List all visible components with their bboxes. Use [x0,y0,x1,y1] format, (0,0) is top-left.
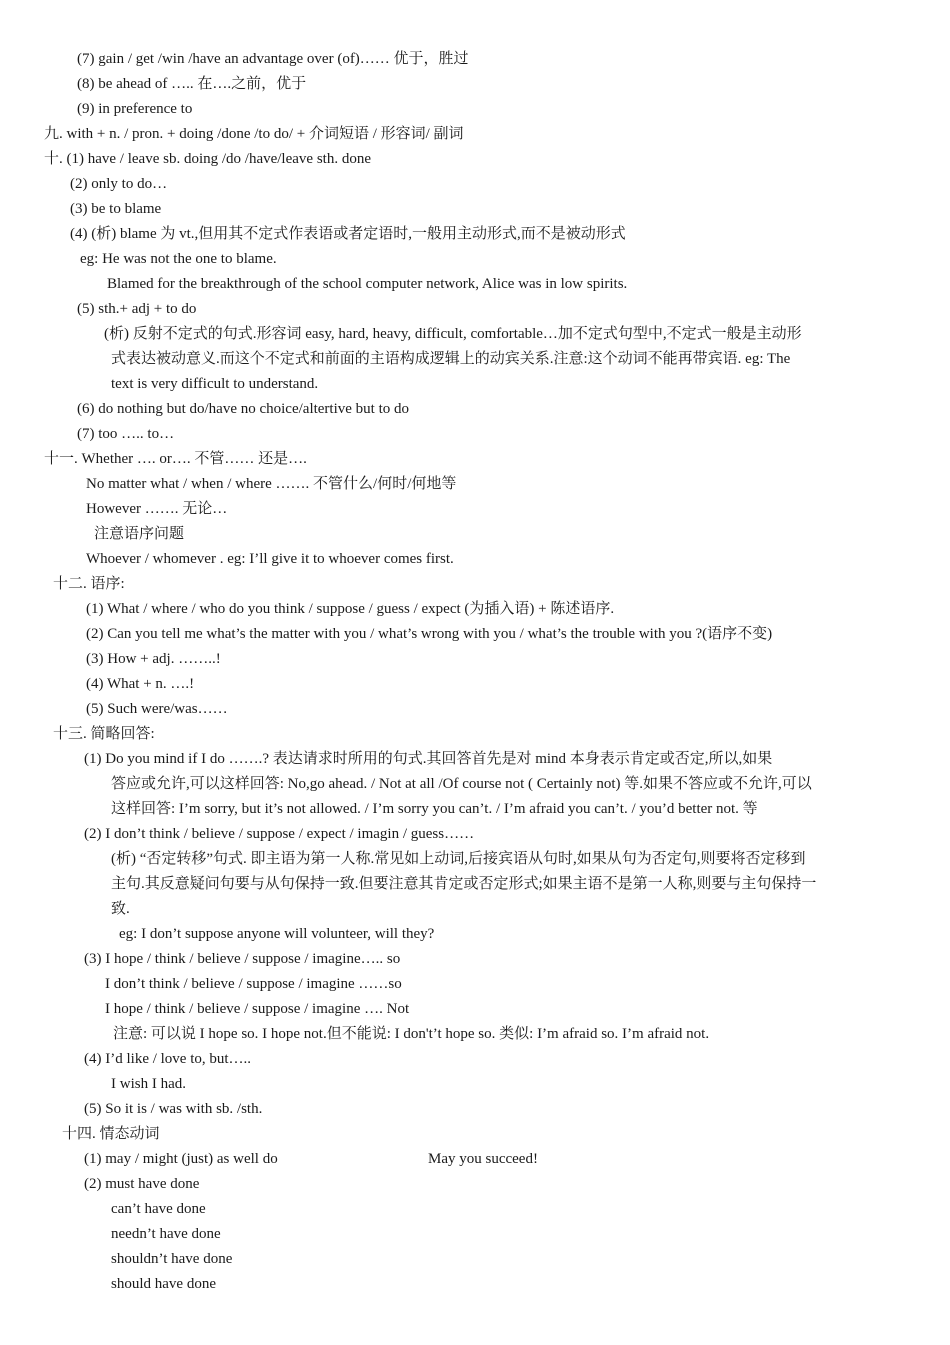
section-heading: 十三. 简略回答: [53,726,155,742]
text-line: 致. [111,901,130,917]
section-heading: 十二. 语序: [53,576,125,592]
section-heading: 十四. 情态动词 [62,1126,160,1142]
text-line: (3) be to blame [70,201,162,217]
text-line: Whoever / whomever . eg: I’ll give it to whoever comes first. [86,551,454,567]
text-line: (2) Can you tell me what’s the matter with you / what’s wrong with you / what’s the trouble with you ?(语序不变) [86,626,773,642]
text-line: (7) gain / get /win /have an advantage over (of)…… 优于，胜过 [77,51,469,67]
section-heading: 十一. Whether …. or…. 不管…… 还是…. [44,451,307,467]
text-line: 式表达被动意义.而这个不定式和前面的主语构成逻辑上的动宾关系.注意:这个动词不能再带宾语. eg: The [111,351,791,367]
text-line: (6) do nothing but do/have no choice/altertive but to do [77,401,410,417]
text-line: I don’t think / believe / suppose / imagine ……so [105,976,402,992]
example-line: May you succeed! [428,1151,538,1167]
text-line: (8) be ahead of ….. 在….之前，优于 [77,76,307,92]
text-line: (9) in preference to [77,101,193,117]
text-line: (1) may / might (just) as well do [84,1151,278,1167]
text-line: I wish I had. [111,1076,186,1092]
text-line: 主句.其反意疑问句要与从句保持一致.但要注意其肯定或否定形式;如果主语不是第一人称,则要与主句保持一 [111,876,817,892]
text-line: shouldn’t have done [111,1251,233,1267]
text-line: (2) must have done [84,1176,200,1192]
text-line: 答应或允许,可以这样回答: No,go ahead. / Not at all /Of course not ( Certainly not) 等.如果不答应或不允许,可以 [111,776,812,792]
text-line: can’t have done [111,1201,206,1217]
text-line: (2) only to do… [70,176,168,192]
section-heading: 九. with + n. / pron. + doing /done /to do/ + 介词短语 / 形容词/ 副词 [44,126,464,142]
text-line: should have done [111,1276,216,1292]
example-line: Blamed for the breakthrough of the school computer network, Alice was in low spirits. [107,276,628,292]
note-line: 注意语序问题 [94,526,185,542]
note-line: 注意: 可以说 I hope so. I hope not.但不能说: I don't’t hope so. 类似: I’m afraid so. I’m afraid not. [113,1026,710,1042]
text-line: text is very difficult to understand. [111,376,319,392]
example-line: eg: I don’t suppose anyone will volunteer, will they? [119,926,435,942]
text-line: (析) 反射不定式的句式.形容词 easy, hard, heavy, difficult, comfortable…加不定式句型中,不定式一般是主动形 [104,326,802,342]
text-line: However ……. 无论… [86,501,228,517]
text-line: (4) (析) blame 为 vt.,但用其不定式作表语或者定语时,一般用主动形式,而不是被动形式 [70,226,626,242]
text-line: (2) I don’t think / believe / suppose / expect / imagin / guess…… [84,826,475,842]
text-line: (7) too ….. to… [77,426,175,442]
text-line: (1) What / where / who do you think / suppose / guess / expect (为插入语) + 陈述语序. [86,601,615,617]
text-line: I hope / think / believe / suppose / imagine …. Not [105,1001,410,1017]
text-line: (1) Do you mind if I do …….? 表达请求时所用的句式.其回答首先是对 mind 本身表示肯定或否定,所以,如果 [84,751,773,767]
text-line: (4) What + n. ….! [86,676,195,692]
text-line: needn’t have done [111,1226,221,1242]
text-line: (5) Such were/was…… [86,701,228,717]
text-line: 这样回答: I’m sorry, but it’s not allowed. / I’m sorry you can’t. / I’m afraid you can’t. / you’d better not. 等 [111,801,758,817]
text-line: (4) I’d like / love to, but….. [84,1051,252,1067]
text-line: No matter what / when / where ……. 不管什么/何时/何地等 [86,476,457,492]
text-line: (3) I hope / think / believe / suppose / imagine….. so [84,951,401,967]
text-line: (5) So it is / was with sb. /sth. [84,1101,263,1117]
text-line: (3) How + adj. ……..! [86,651,221,667]
example-line: eg: He was not the one to blame. [80,251,277,267]
text-line: (5) sth.+ adj + to do [77,301,197,317]
text-line: (析) “否定转移”句式. 即主语为第一人称.常见如上动词,后接宾语从句时,如果从句为否定句,则要将否定移到 [111,851,806,867]
section-heading: 十. (1) have / leave sb. doing /do /have/leave sth. done [44,151,371,167]
